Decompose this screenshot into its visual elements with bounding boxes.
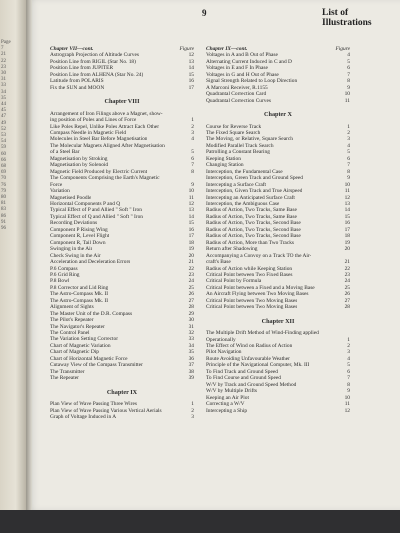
figure-number: 39 — [188, 375, 194, 382]
illustration-title: Intercepting a Surface Craft — [206, 181, 267, 188]
illustration-title: Like Poles Repel, Unlike Poles Attract Each Other — [50, 123, 159, 130]
figure-number: 23 — [188, 271, 194, 278]
illustration-title: Latitude from POLARIS — [50, 78, 104, 85]
facing-page-number: 59 — [1, 145, 6, 151]
illustration-title: Course for Reverse Track — [206, 123, 262, 130]
figure-number: 30 — [188, 317, 194, 324]
figure-number: 35 — [188, 349, 194, 356]
figure-number: 13 — [344, 200, 350, 207]
figure-number: 8 — [347, 168, 350, 175]
facing-page-number: 35 — [1, 95, 6, 101]
figure-number: 5 — [347, 362, 350, 369]
figure-number: 12 — [344, 407, 350, 414]
illustration-title: Radius of Action, Two Tracks, Same Base — [206, 213, 297, 220]
figure-number: 12 — [188, 200, 194, 207]
illustration-title: The Repeater — [50, 375, 79, 382]
facing-page-number: 44 — [1, 102, 6, 108]
illustration-title: Critical Point between a Fixed and a Moving Base — [206, 284, 315, 291]
illustration-title: P.8 Bowl — [50, 278, 70, 285]
figure-number: 15 — [188, 71, 194, 78]
figure-number: 5 — [191, 149, 194, 156]
figure-number: 14 — [344, 207, 350, 214]
figure-number: 22 — [188, 265, 194, 272]
figure-number: 3 — [347, 136, 350, 143]
figure-number: 6 — [191, 155, 194, 162]
facing-page-number: 96 — [1, 226, 6, 232]
figure-number: 37 — [188, 362, 194, 369]
figure-number: 36 — [188, 355, 194, 362]
figure-number: 6 — [347, 65, 350, 72]
illustration-title: Position Line from ALHENA (Star No. 24) — [50, 71, 144, 78]
illustration-title: The Effect of Wind on Radius of Action — [206, 343, 293, 350]
figure-number: 14 — [188, 213, 194, 220]
illustration-title: Variation — [50, 188, 70, 195]
figure-number: 7 — [347, 162, 350, 169]
facing-page-number: 7 — [1, 46, 4, 52]
facing-page-numbers — [1, 40, 21, 232]
list-item — [50, 414, 194, 420]
figure-number: 34 — [188, 342, 194, 349]
illustration-title: Magnetisation by Stroking — [50, 155, 108, 162]
figure-number: 17 — [344, 226, 350, 233]
illustration-title: Critical Point between Two Moving Bases — [206, 297, 298, 304]
figure-number: 6 — [347, 368, 350, 375]
illustration-title: Operationally — [206, 336, 236, 343]
gutter-shadow — [26, 0, 32, 510]
figure-number: 10 — [188, 188, 194, 195]
illustration-title: Fix the SUN and MOON — [50, 84, 105, 91]
illustration-title: craft's Base — [206, 259, 231, 266]
figure-number: 38 — [188, 368, 194, 375]
figure-number: 9 — [347, 388, 350, 395]
figure-number: 9 — [347, 84, 350, 91]
figure-number: 4 — [347, 142, 350, 149]
figure-number: 7 — [347, 71, 350, 78]
figure-number: 10 — [344, 394, 350, 401]
illustration-title: Interception, the Ambiguous Case — [206, 200, 280, 207]
facing-page-number: 76 — [1, 182, 6, 188]
illustration-title: Intercepting an Anticipated Surface Craft — [206, 194, 295, 201]
illustration-title: Signal Strength Related to Loop Direction — [206, 78, 298, 85]
figure-number: 1 — [191, 401, 194, 408]
right-column-body — [206, 52, 350, 414]
figure-number: 7 — [347, 375, 350, 382]
figure-number: 4 — [347, 52, 350, 59]
figure-number: 13 — [188, 207, 194, 214]
facing-page-number: 80 — [1, 195, 6, 201]
illustration-title: The Master Unit of the D.R. Compass — [50, 310, 133, 317]
illustration-title: Changing Station — [206, 162, 244, 169]
figure-number: 16 — [344, 220, 350, 227]
list-item — [206, 408, 350, 414]
figure-number: 11 — [188, 194, 194, 201]
illustration-title: Recording Deviations — [50, 220, 98, 227]
figure-number: 4 — [191, 136, 194, 143]
chapter-heading: Chapter IX — [106, 388, 138, 396]
figure-number: 16 — [188, 78, 194, 85]
facing-page-edge — [0, 0, 26, 533]
illustration-title: Position Line from JUPITER — [50, 65, 114, 72]
facing-page-number: 60 — [1, 151, 6, 157]
right-column — [206, 46, 350, 414]
illustration-title: Plan View of Wave Passing Various Vertical Aerials — [50, 407, 162, 414]
facing-page-number: 30 — [1, 71, 6, 77]
illustration-title: Astrograph Projection of Altitude Curves — [50, 52, 139, 59]
illustration-title: The Moving, or Relative, Square Search — [206, 136, 293, 143]
figure-number: 3 — [347, 349, 350, 356]
figure-number: 14 — [188, 65, 194, 72]
illustration-title: Radius of Action while Keeping Station — [206, 265, 293, 272]
illustration-title: Component R, Tail Down — [50, 239, 106, 246]
figure-number: 2 — [191, 407, 194, 414]
illustration-title: Route Avoiding Unfavourable Weather — [206, 355, 290, 362]
illustration-title: P.6 Grid Ring — [50, 271, 80, 278]
figure-number: 7 — [191, 162, 194, 169]
chapter-heading: Chapter VIII — [104, 98, 140, 106]
illustration-title: The Astro-Compass Mk. II — [50, 291, 109, 298]
facing-page-number: 33 — [1, 83, 6, 89]
figure-number: 4 — [347, 355, 350, 362]
illustration-title: Interception, Given Track and True Airspeed — [206, 188, 303, 195]
figure-number: 5 — [347, 149, 350, 156]
illustration-title: The Components Comprising the Earth's Magnetic — [50, 175, 160, 182]
illustration-title: Force — [50, 181, 63, 188]
illustration-title: The Pilot's Repeater — [50, 317, 94, 324]
illustration-title: Critical Point between Two Fixed Bases — [206, 271, 293, 278]
figure-number: 23 — [344, 271, 350, 278]
illustration-title: Check Swing in the Air — [50, 252, 101, 259]
facing-page-number: 34 — [1, 89, 6, 95]
figure-number: 9 — [347, 175, 350, 182]
illustration-title: The Control Panel — [50, 330, 90, 337]
illustration-title: Keeping an Air Plot — [206, 394, 249, 401]
facing-page-number: 49 — [1, 120, 6, 126]
figure-number: 32 — [188, 330, 194, 337]
figure-number: 15 — [344, 213, 350, 220]
figure-number: 5 — [347, 58, 350, 65]
illustration-title: The Fixed Square Search — [206, 129, 261, 136]
figure-number: 10 — [344, 181, 350, 188]
figure-number: 18 — [344, 233, 350, 240]
illustration-title: Typical Effect of P and Allied " Soft " Iron — [50, 207, 142, 214]
illustration-title: W/V by Track and Ground Speed Method — [206, 381, 297, 388]
illustration-title: To Find Track and Ground Speed — [206, 368, 278, 375]
figure-number: 8 — [191, 168, 194, 175]
figure-number: 27 — [188, 297, 194, 304]
facing-page-number: 91 — [1, 219, 6, 225]
illustration-title: Interception, the Fundamental Case — [206, 168, 283, 175]
illustration-title: Chart of Magnetic Dip — [50, 349, 99, 356]
illustration-title: To Find Course and Ground Speed — [206, 375, 281, 382]
facing-page-number: 21 — [1, 52, 6, 58]
figure-number: 31 — [188, 323, 194, 330]
figure-number: 21 — [188, 259, 194, 266]
facing-page-number: 23 — [1, 64, 6, 70]
page-title: List of Illustrations — [322, 8, 372, 28]
illustration-title: Critical Point by Formula — [206, 278, 262, 285]
chapter-heading: Chapter XII — [261, 317, 295, 325]
facing-page-number: 83 — [1, 207, 6, 213]
figure-number: 1 — [347, 336, 350, 343]
illustration-title: Correcting a W/V — [206, 401, 245, 408]
figure-column-label: Figure — [179, 46, 194, 52]
illustration-title: The Multiple Drift Method of Wind-Finding applied — [206, 330, 319, 337]
illustration-title: Component P Rising Wing — [50, 226, 108, 233]
illustration-title: Radius of Action, Two Tracks, Same Base — [206, 207, 297, 214]
facing-page-number: 79 — [1, 188, 6, 194]
illustration-title: P.8 Corrector and Lid Ring — [50, 284, 109, 291]
illustration-title: The Navigator's Repeater — [50, 323, 105, 330]
facing-page-number: 31 — [1, 77, 6, 83]
figure-number: 1 — [347, 123, 350, 130]
figure-number: 19 — [344, 239, 350, 246]
figure-number: 25 — [344, 284, 350, 291]
figure-number: 10 — [344, 91, 350, 98]
illustration-title: Graph of Voltage Induced in A — [50, 414, 117, 421]
figure-number: 28 — [188, 304, 194, 311]
left-column — [50, 46, 194, 420]
illustration-title: Horizontal Components P and Q — [50, 200, 121, 207]
figure-number: 1 — [191, 117, 194, 124]
illustration-title: Radius of Action, Two Tracks, Second Base — [206, 233, 301, 240]
facing-page-number: 45 — [1, 108, 6, 114]
figure-number: 19 — [188, 246, 194, 253]
facing-page-number: 86 — [1, 213, 6, 219]
illustration-title: Alignment of Sights — [50, 304, 94, 311]
facing-page-number: 81 — [1, 201, 6, 207]
figure-number: 20 — [188, 252, 194, 259]
illustration-title: An Aircraft Flying between Two Moving Bases — [206, 291, 309, 298]
illustration-title: Chart of Magnetic Variation — [50, 342, 111, 349]
illustration-title: of a Steel Bar — [50, 149, 80, 156]
figure-number: 6 — [347, 155, 350, 162]
page-number: 9 — [202, 8, 207, 18]
figure-number: 15 — [188, 220, 194, 227]
illustration-title: Pilot Navigation — [206, 349, 242, 356]
facing-page-number: 70 — [1, 176, 6, 182]
illustration-title: Keeping Station — [206, 155, 241, 162]
illustration-title: Radius of Action, Two Tracks, Second Base — [206, 220, 301, 227]
list-item — [50, 375, 194, 381]
figure-number: 3 — [191, 129, 194, 136]
left-column-body — [50, 52, 194, 420]
figure-number: 2 — [347, 129, 350, 136]
illustration-title: The Variation Setting Corrector — [50, 336, 119, 343]
illustration-title: Voltages in A and B Out of Phase — [206, 52, 278, 59]
illustration-title: P.6 Compass — [50, 265, 78, 272]
figure-number: 27 — [344, 297, 350, 304]
figure-number: 18 — [188, 239, 194, 246]
illustration-title: Typical Effect of Q and Allied " Soft " Iron — [50, 213, 143, 220]
illustration-title: Acceleration and Deceleration Errors — [50, 259, 131, 266]
figure-number: 8 — [347, 78, 350, 85]
illustration-title: Magnetic Field Produced by Electric Current — [50, 168, 148, 175]
illustration-title: Arrangement of Iron Filings above a Magnet, show- — [50, 110, 163, 117]
continued-chapter-title: Chapter VII—cont. — [50, 46, 94, 52]
illustration-title: Molecules in Steel Bar Before Magnetisation — [50, 136, 148, 143]
list-item — [206, 304, 350, 310]
illustration-title: The Transmitter — [50, 368, 85, 375]
illustration-title: Swinging in the Air — [50, 246, 93, 253]
figure-number: 29 — [188, 310, 194, 317]
illustration-title: Intercepting a Ship — [206, 407, 248, 414]
facing-page-number: 52 — [1, 126, 6, 132]
illustration-title: W/V by Multiple Drifts — [206, 388, 257, 395]
figure-number: 9 — [191, 181, 194, 188]
facing-page-number: Page — [1, 40, 11, 45]
figure-number: 12 — [188, 52, 194, 59]
figure-number: 22 — [344, 265, 350, 272]
facing-page-number: 68 — [1, 164, 6, 170]
figure-number: 16 — [188, 226, 194, 233]
illustration-title: Interception, Green Track and Ground Speed — [206, 175, 304, 182]
table-surface — [0, 510, 400, 533]
illustration-title: Radius of Action, Two Tracks, Second Base — [206, 226, 301, 233]
illustration-title: Quadrantal Correction Curves — [206, 97, 271, 104]
figure-number: 11 — [344, 401, 350, 408]
illustration-title: The Astro-Compass Mk. II — [50, 297, 109, 304]
figure-number: 24 — [188, 278, 194, 285]
illustration-title: Alternating Current Induced in C and D — [206, 58, 292, 65]
chapter-heading: Chapter X — [264, 111, 292, 119]
figure-number: 33 — [188, 336, 194, 343]
list-item — [50, 85, 194, 91]
figure-number: 13 — [188, 58, 194, 65]
figure-column-label: Figure — [335, 46, 350, 52]
illustration-title: Return after Shadowing — [206, 246, 258, 253]
figure-number: 11 — [344, 97, 350, 104]
facing-page-number: 69 — [1, 170, 6, 176]
figure-number: 26 — [188, 291, 194, 298]
figure-number: 20 — [344, 246, 350, 253]
figure-number: 25 — [188, 284, 194, 291]
illustration-title: Principle of the Navigational Computer, Mk. III — [206, 362, 310, 369]
facing-page-number: 54 — [1, 139, 6, 145]
figure-number: 17 — [188, 233, 194, 240]
illustration-title: Critical Point between Two Moving Bases — [206, 304, 298, 311]
illustration-title: Component R, Level Flight — [50, 233, 110, 240]
illustration-title: The Molecular Magnets Aligned After Magnetisation — [50, 142, 165, 149]
figure-number: 21 — [344, 259, 350, 266]
illustration-title: Patrolling a Constant Bearing — [206, 149, 270, 156]
list-item — [206, 98, 350, 104]
illustration-title: Position Line from RIGIL (Star No. 18) — [50, 58, 136, 65]
figure-number: 12 — [344, 194, 350, 201]
illustration-title: Modified Parallel Track Search — [206, 142, 274, 149]
illustration-title: Radius of Action, More than Two Tracks — [206, 239, 295, 246]
figure-number: 11 — [344, 188, 350, 195]
illustration-title: Magnetisation by Solenoid — [50, 162, 109, 169]
facing-page-number: 47 — [1, 114, 6, 120]
illustration-title: Voltages in G and H Out of Phase — [206, 71, 279, 78]
figure-number: 26 — [344, 291, 350, 298]
continued-chapter-title: Chapter IX—cont. — [206, 46, 248, 52]
facing-page-number: 66 — [1, 157, 6, 163]
figure-number: 3 — [191, 414, 194, 421]
illustration-title: Magnetised Poodle — [50, 194, 92, 201]
illustration-title: Voltages in E and F In Phase — [206, 65, 268, 72]
illustration-title: Plan View of Wave Passing Three Wires — [50, 401, 137, 408]
illustration-title: Quadrantal Correction Card — [206, 91, 267, 98]
illustration-title: Chart of Horizontal Magnetic Force — [50, 355, 128, 362]
figure-number: 2 — [347, 343, 350, 350]
illustration-title: Cutaway View of the Compass Transmitter — [50, 362, 143, 369]
facing-page-number: 22 — [1, 58, 6, 64]
figure-number: 28 — [344, 304, 350, 311]
illustration-title: ing position of Poles and Lines of Force — [50, 117, 137, 124]
illustration-title: A Marconi Receiver, R.1155 — [206, 84, 268, 91]
illustration-title: Accompanying a Convoy on a Track TO the Air- — [206, 252, 312, 259]
figure-number: 24 — [344, 278, 350, 285]
figure-number: 17 — [188, 84, 194, 91]
figure-number: 8 — [347, 381, 350, 388]
figure-number: 2 — [191, 123, 194, 130]
facing-page-number: 53 — [1, 133, 6, 139]
illustration-title: Compass Needle in Magnetic Field — [50, 129, 127, 136]
